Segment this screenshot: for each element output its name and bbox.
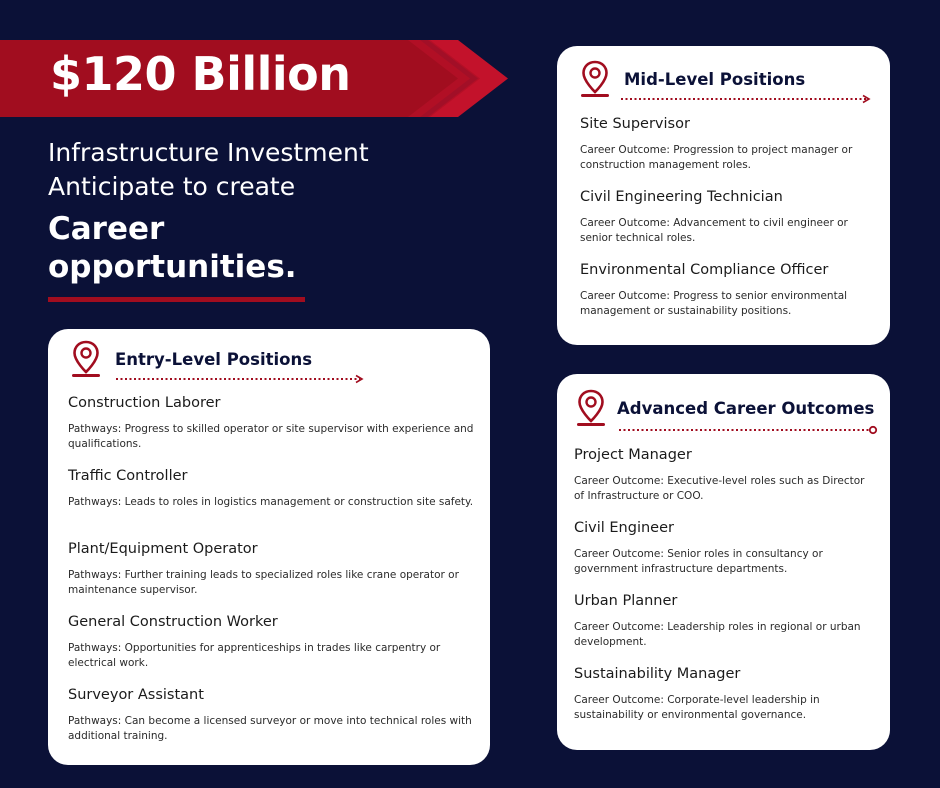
mid-level-list [580,116,876,335]
mid-level-header [579,59,805,99]
mid-level-card [557,46,890,345]
position-pathway: Pathways: Leads to roles in logistics management or construction site safety. [68,496,474,508]
position-title: General Construction Worker [68,614,278,630]
career-outcome: Career Outcome: Leadership roles in regional or urban development. [574,621,861,648]
list-item [580,262,876,335]
list-item [574,666,874,739]
position-pathway: Pathways: Further training leads to specialized roles like crane operator or maintenance supervisor. [68,569,459,596]
list-item [574,447,874,520]
intro-line-1: Infrastructure Investment [48,138,369,167]
page-headline [48,210,297,286]
position-title: Traffic Controller [68,468,188,484]
list-item [580,189,876,262]
position-title: Construction Laborer [68,395,221,411]
advanced-list [574,447,874,739]
investment-amount: $120 Billion [50,47,351,101]
dotted-line-end-icon [619,425,881,435]
list-item [574,593,874,666]
intro-line-2: Anticipate to create [48,172,296,201]
position-title: Project Manager [574,447,692,463]
headline-line-1: Career [48,211,165,247]
dotted-arrow-icon [116,374,368,384]
entry-level-header [70,339,312,379]
advanced-title: Advanced Career Outcomes [617,398,875,418]
location-pin-icon [70,339,102,379]
headline-line-2: opportunities. [48,249,297,285]
advanced-outcomes-card [557,374,890,750]
position-title: Sustainability Manager [574,666,741,682]
career-outcome: Career Outcome: Advancement to civil engineer or senior technical roles. [580,217,848,244]
list-item [580,116,876,189]
position-title: Urban Planner [574,593,678,609]
position-title: Civil Engineering Technician [580,189,783,205]
dotted-arrow-icon [621,94,875,104]
position-title: Civil Engineer [574,520,674,536]
headline-banner [0,40,510,117]
position-pathway: Pathways: Can become a licensed surveyor or move into technical roles with additional training. [68,715,472,742]
career-outcome: Career Outcome: Progression to project manager or construction management roles. [580,144,853,171]
location-pin-icon [579,59,611,99]
position-pathway: Pathways: Progress to skilled operator or site supervisor with experience and qualifications. [68,423,474,450]
entry-level-card [48,329,490,765]
career-outcome: Career Outcome: Progress to senior environmental management or sustainability positions. [580,290,848,317]
position-title: Plant/Equipment Operator [68,541,258,557]
position-title: Environmental Compliance Officer [580,262,829,278]
position-title: Site Supervisor [580,116,690,132]
career-outcome: Career Outcome: Executive-level roles such as Director of Infrastructure or COO. [574,475,865,502]
location-pin-icon [575,388,607,428]
position-title: Surveyor Assistant [68,687,204,703]
list-item [68,468,478,541]
list-item [68,614,478,687]
entry-level-list [68,395,478,760]
career-outcome: Career Outcome: Corporate-level leadership in sustainability or environmental governance. [574,694,820,721]
mid-level-title: Mid-Level Positions [624,69,806,89]
list-item [68,395,478,468]
list-item [68,541,478,614]
list-item [68,687,478,760]
list-item [574,520,874,593]
career-outcome: Career Outcome: Senior roles in consultancy or government infrastructure departments. [574,548,823,575]
advanced-header [575,388,874,428]
position-pathway: Pathways: Opportunities for apprenticeships in trades like carpentry or electrical work. [68,642,441,669]
headline-underline [48,297,305,302]
entry-level-title: Entry-Level Positions [115,349,313,369]
